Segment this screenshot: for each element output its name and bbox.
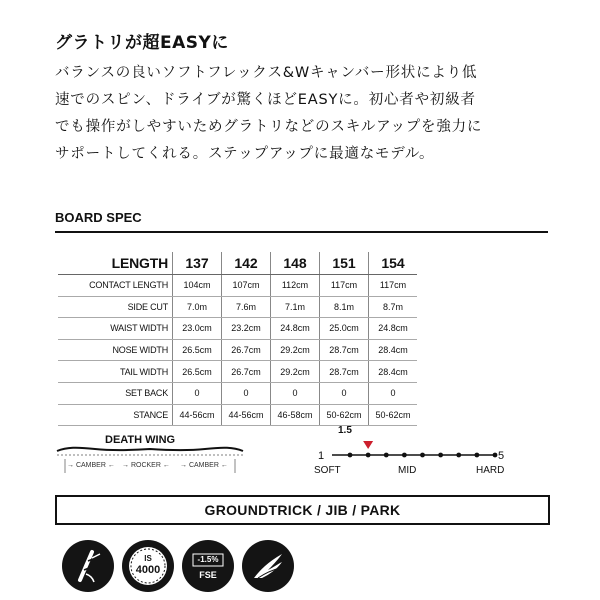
table-cell: 50-62cm bbox=[369, 404, 418, 426]
description-line: バランスの良いソフトフレックス&Wキャンバー形状により低 bbox=[55, 65, 478, 81]
row-label: SET BACK bbox=[58, 382, 173, 404]
flex-marker-icon bbox=[363, 441, 373, 449]
table-row bbox=[58, 361, 417, 383]
flex-dot bbox=[474, 453, 479, 458]
table-row bbox=[58, 296, 417, 318]
board-spec-table bbox=[58, 252, 417, 426]
divider bbox=[55, 231, 548, 233]
flex-soft-label: SOFT bbox=[314, 465, 341, 476]
table-cell: 7.0m bbox=[173, 296, 222, 318]
table-cell: 7.6m bbox=[222, 296, 271, 318]
description bbox=[55, 60, 575, 168]
table-cell: 8.7m bbox=[369, 296, 418, 318]
table-cell: 28.4cm bbox=[369, 361, 418, 383]
camber-profile-diagram bbox=[55, 425, 245, 485]
table-cell: 0 bbox=[173, 382, 222, 404]
table-cell: 0 bbox=[271, 382, 320, 404]
table-cell: 50-62cm bbox=[320, 404, 369, 426]
table-cell: 25.0cm bbox=[320, 318, 369, 340]
flex-dot bbox=[348, 453, 353, 458]
table-cell: 0 bbox=[222, 382, 271, 404]
bamboo-core-icon bbox=[62, 540, 114, 592]
icon-label: FSE bbox=[199, 570, 217, 580]
flex-dot bbox=[420, 453, 425, 458]
flex-dot bbox=[402, 453, 407, 458]
icon-label: 4000 bbox=[135, 564, 161, 576]
zone-rocker: ROCKER bbox=[130, 462, 161, 469]
table-cell: 107cm bbox=[222, 275, 271, 297]
length-142: 142 bbox=[222, 252, 271, 275]
flex-dot bbox=[456, 453, 461, 458]
table-cell: 44-56cm bbox=[173, 404, 222, 426]
fse-edge-icon bbox=[182, 540, 234, 592]
wing-icon bbox=[242, 540, 294, 592]
table-cell: 44-56cm bbox=[222, 404, 271, 426]
table-cell: 117cm bbox=[369, 275, 418, 297]
table-cell: 24.8cm bbox=[271, 318, 320, 340]
description-line: サポートしてくれる。ステップアップに最適なモデル。 bbox=[55, 146, 435, 162]
description-line: 速でのスピン、ドライブが驚くほどEASYに。初心者や初級者 bbox=[55, 92, 476, 108]
zone-camber-left: CAMBER bbox=[75, 462, 106, 469]
table-cell: 46-58cm bbox=[271, 404, 320, 426]
table-cell: 29.2cm bbox=[271, 361, 320, 383]
table-header-row bbox=[58, 252, 417, 275]
flex-scale bbox=[320, 435, 505, 465]
table-row bbox=[58, 339, 417, 361]
row-label: CONTACT LENGTH bbox=[58, 275, 173, 297]
icon-label: IS bbox=[144, 554, 152, 563]
flex-mid-label: MID bbox=[398, 465, 417, 476]
flex-min: 1 bbox=[318, 450, 325, 462]
zone-label: → CAMBER ← bbox=[67, 462, 115, 469]
flex-hard-label: HARD bbox=[476, 465, 505, 476]
table-cell: 28.4cm bbox=[369, 339, 418, 361]
description-line: でも操作がしやすいためグラトリなどのスキルアップを強力に bbox=[55, 119, 483, 135]
table-cell: 7.1m bbox=[271, 296, 320, 318]
flex-dot bbox=[438, 453, 443, 458]
board-spec-title: BOARD SPEC bbox=[55, 210, 142, 225]
table-cell: 29.2cm bbox=[271, 339, 320, 361]
zone-camber-right: CAMBER bbox=[188, 462, 219, 469]
table-cell: 24.8cm bbox=[369, 318, 418, 340]
table-cell: 104cm bbox=[173, 275, 222, 297]
flex-value: 1.5 bbox=[338, 425, 352, 436]
row-label: NOSE WIDTH bbox=[58, 339, 173, 361]
table-cell: 26.7cm bbox=[222, 339, 271, 361]
table-cell: 26.7cm bbox=[222, 361, 271, 383]
row-label: WAIST WIDTH bbox=[58, 318, 173, 340]
icon-label: -1.5% bbox=[197, 555, 219, 564]
flex-dot bbox=[493, 453, 498, 458]
table-cell: 0 bbox=[320, 382, 369, 404]
table-row bbox=[58, 404, 417, 426]
zone-label: → ROCKER ← bbox=[122, 462, 170, 469]
flex-max: 5 bbox=[498, 450, 505, 462]
table-cell: 23.0cm bbox=[173, 318, 222, 340]
row-label: SIDE CUT bbox=[58, 296, 173, 318]
length-header: LENGTH bbox=[58, 252, 173, 275]
zone-label: → CAMBER ← bbox=[180, 462, 228, 469]
row-label: STANCE bbox=[58, 404, 173, 426]
table-cell: 26.5cm bbox=[173, 361, 222, 383]
length-151: 151 bbox=[320, 252, 369, 275]
table-cell: 23.2cm bbox=[222, 318, 271, 340]
length-148: 148 bbox=[271, 252, 320, 275]
flex-dot bbox=[384, 453, 389, 458]
table-row bbox=[58, 318, 417, 340]
row-label: TAIL WIDTH bbox=[58, 361, 173, 383]
length-154: 154 bbox=[369, 252, 418, 275]
profile-name: DEATH WING bbox=[105, 434, 176, 446]
table-cell: 112cm bbox=[271, 275, 320, 297]
table-cell: 0 bbox=[369, 382, 418, 404]
flex-dot bbox=[366, 453, 371, 458]
is4000-base-icon bbox=[122, 540, 174, 592]
page-heading: グラトリが超EASYに bbox=[55, 33, 229, 53]
table-cell: 28.7cm bbox=[320, 361, 369, 383]
usage-banner: GROUNDTRICK / JIB / PARK bbox=[55, 495, 550, 525]
table-cell: 117cm bbox=[320, 275, 369, 297]
table-cell: 26.5cm bbox=[173, 339, 222, 361]
table-cell: 28.7cm bbox=[320, 339, 369, 361]
length-137: 137 bbox=[173, 252, 222, 275]
table-cell: 8.1m bbox=[320, 296, 369, 318]
table-row bbox=[58, 275, 417, 297]
table-row bbox=[58, 382, 417, 404]
